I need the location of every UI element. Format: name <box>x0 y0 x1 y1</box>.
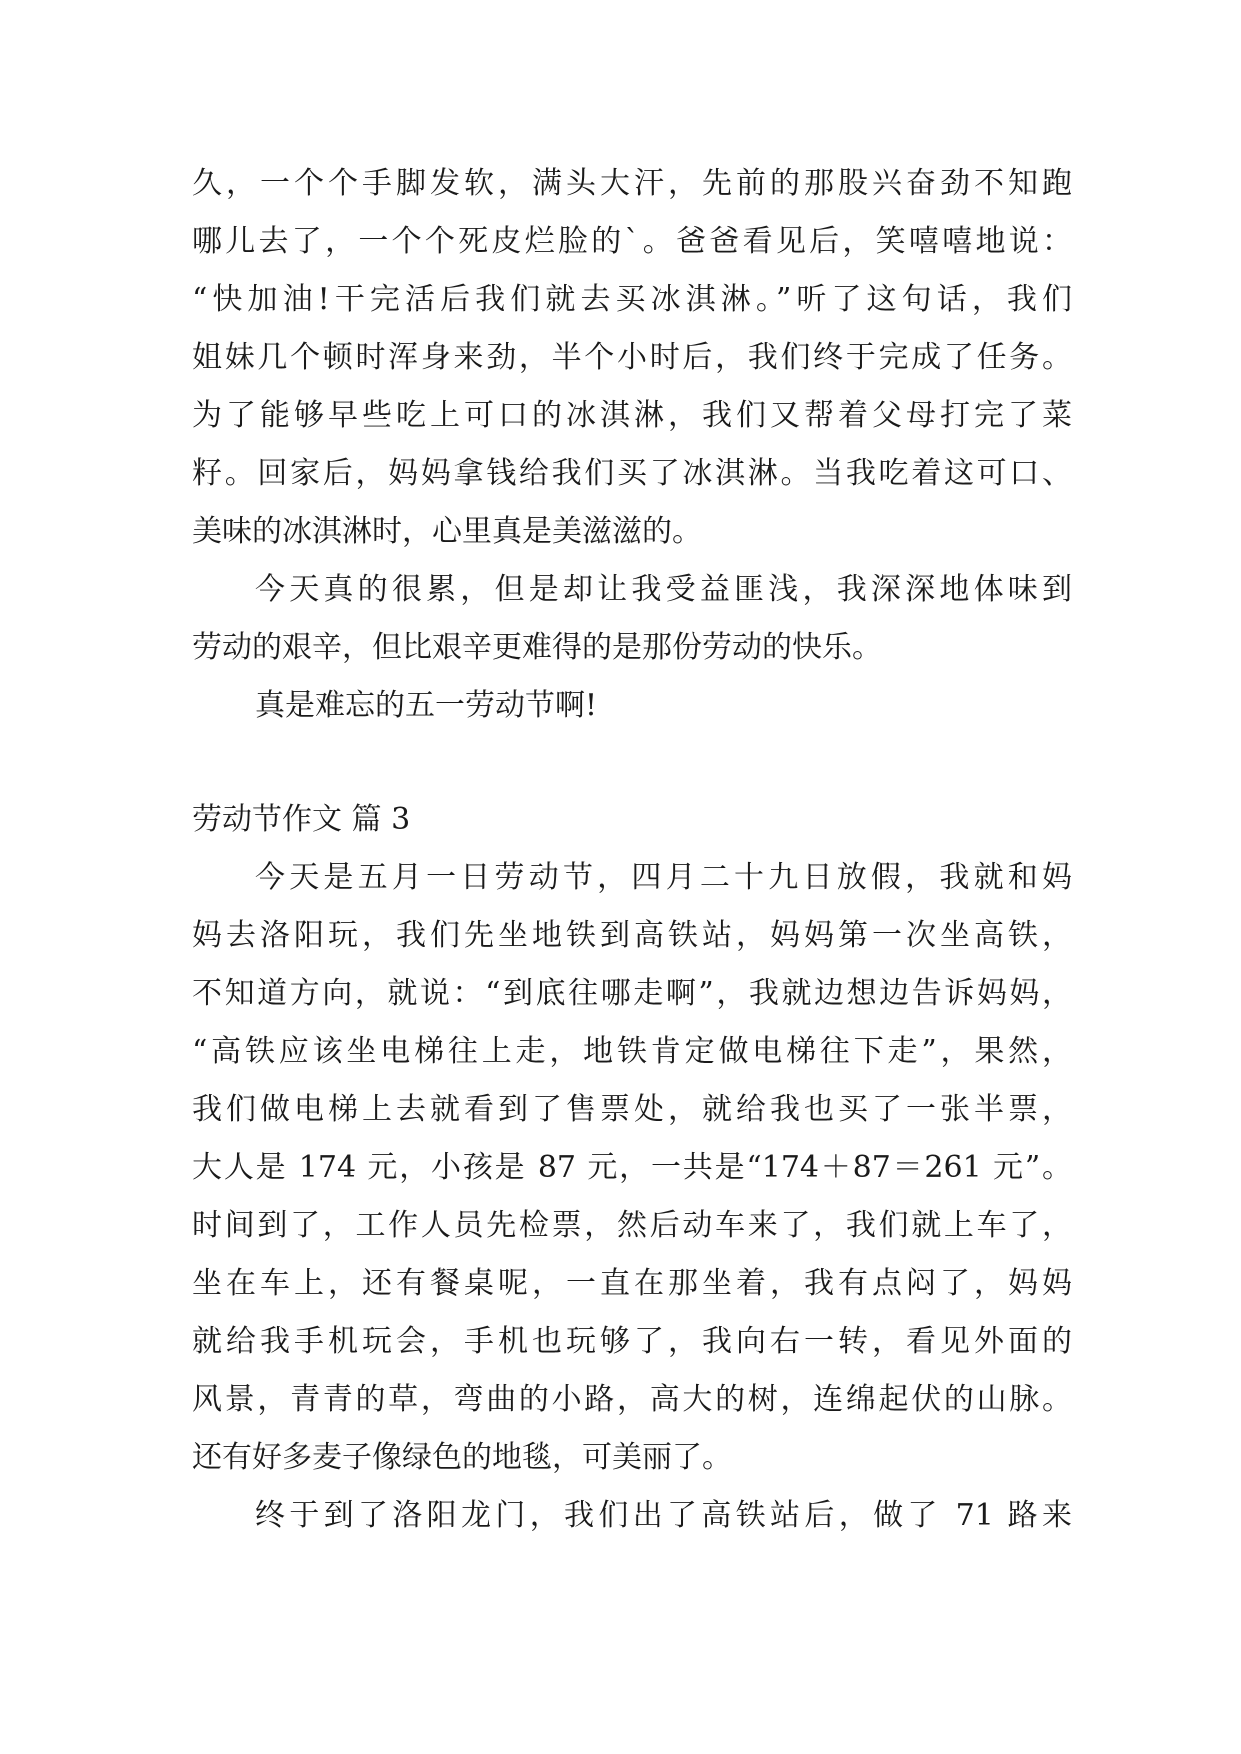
text-line: 大人是 174 元，小孩是 87 元，一共是“174＋87＝261 元”。 <box>192 1150 1072 1185</box>
text-line: 我们做电梯上去就看到了售票处，就给我也买了一张半票， <box>192 1092 1072 1127</box>
text-line: 终于到了洛阳龙门，我们出了高铁站后，做了 71 路来 <box>255 1498 1072 1533</box>
text-line: 今天是五月一日劳动节，四月二十九日放假，我就和妈 <box>255 860 1072 895</box>
text-line: 就给我手机玩会，手机也玩够了，我向右一转，看见外面的 <box>192 1324 1072 1359</box>
text-line: 不知道方向，就说：“到底往哪走啊”，我就边想边告诉妈妈， <box>192 976 1072 1011</box>
text-line: 籽。回家后，妈妈拿钱给我们买了冰淇淋。当我吃着这可口、 <box>192 456 1072 491</box>
text-line: 还有好多麦子像绿色的地毯，可美丽了。 <box>192 1440 732 1475</box>
text-line: 劳动的艰辛，但比艰辛更难得的是那份劳动的快乐。 <box>192 630 882 665</box>
text-line: 风景，青青的草，弯曲的小路，高大的树，连绵起伏的山脉。 <box>192 1382 1072 1417</box>
text-line: 妈去洛阳玩，我们先坐地铁到高铁站，妈妈第一次坐高铁， <box>192 918 1072 953</box>
text-line: 美味的冰淇淋时，心里真是美滋滋的。 <box>192 514 702 549</box>
text-line: 真是难忘的五一劳动节啊! <box>255 688 598 723</box>
text-line: 姐妹几个顿时浑身来劲，半个小时后，我们终于完成了任务。 <box>192 340 1072 375</box>
text-line: “快加油!干完活后我们就去买冰淇淋。”听了这句话，我们 <box>192 282 1072 317</box>
text-line: 时间到了，工作人员先检票，然后动车来了，我们就上车了， <box>192 1208 1072 1243</box>
text-line: “高铁应该坐电梯往上走，地铁肯定做电梯往下走”，果然， <box>192 1034 1072 1069</box>
text-line: 久，一个个手脚发软，满头大汗，先前的那股兴奋劲不知跑 <box>192 166 1072 201</box>
section-heading: 劳动节作文 篇 3 <box>192 802 411 837</box>
text-line: 今天真的很累，但是却让我受益匪浅，我深深地体味到 <box>255 572 1072 607</box>
text-line: 为了能够早些吃上可口的冰淇淋，我们又帮着父母打完了菜 <box>192 398 1072 433</box>
text-line: 哪儿去了，一个个死皮烂脸的`。爸爸看见后，笑嘻嘻地说： <box>192 224 1072 259</box>
text-line: 坐在车上，还有餐桌呢，一直在那坐着，我有点闷了，妈妈 <box>192 1266 1072 1301</box>
